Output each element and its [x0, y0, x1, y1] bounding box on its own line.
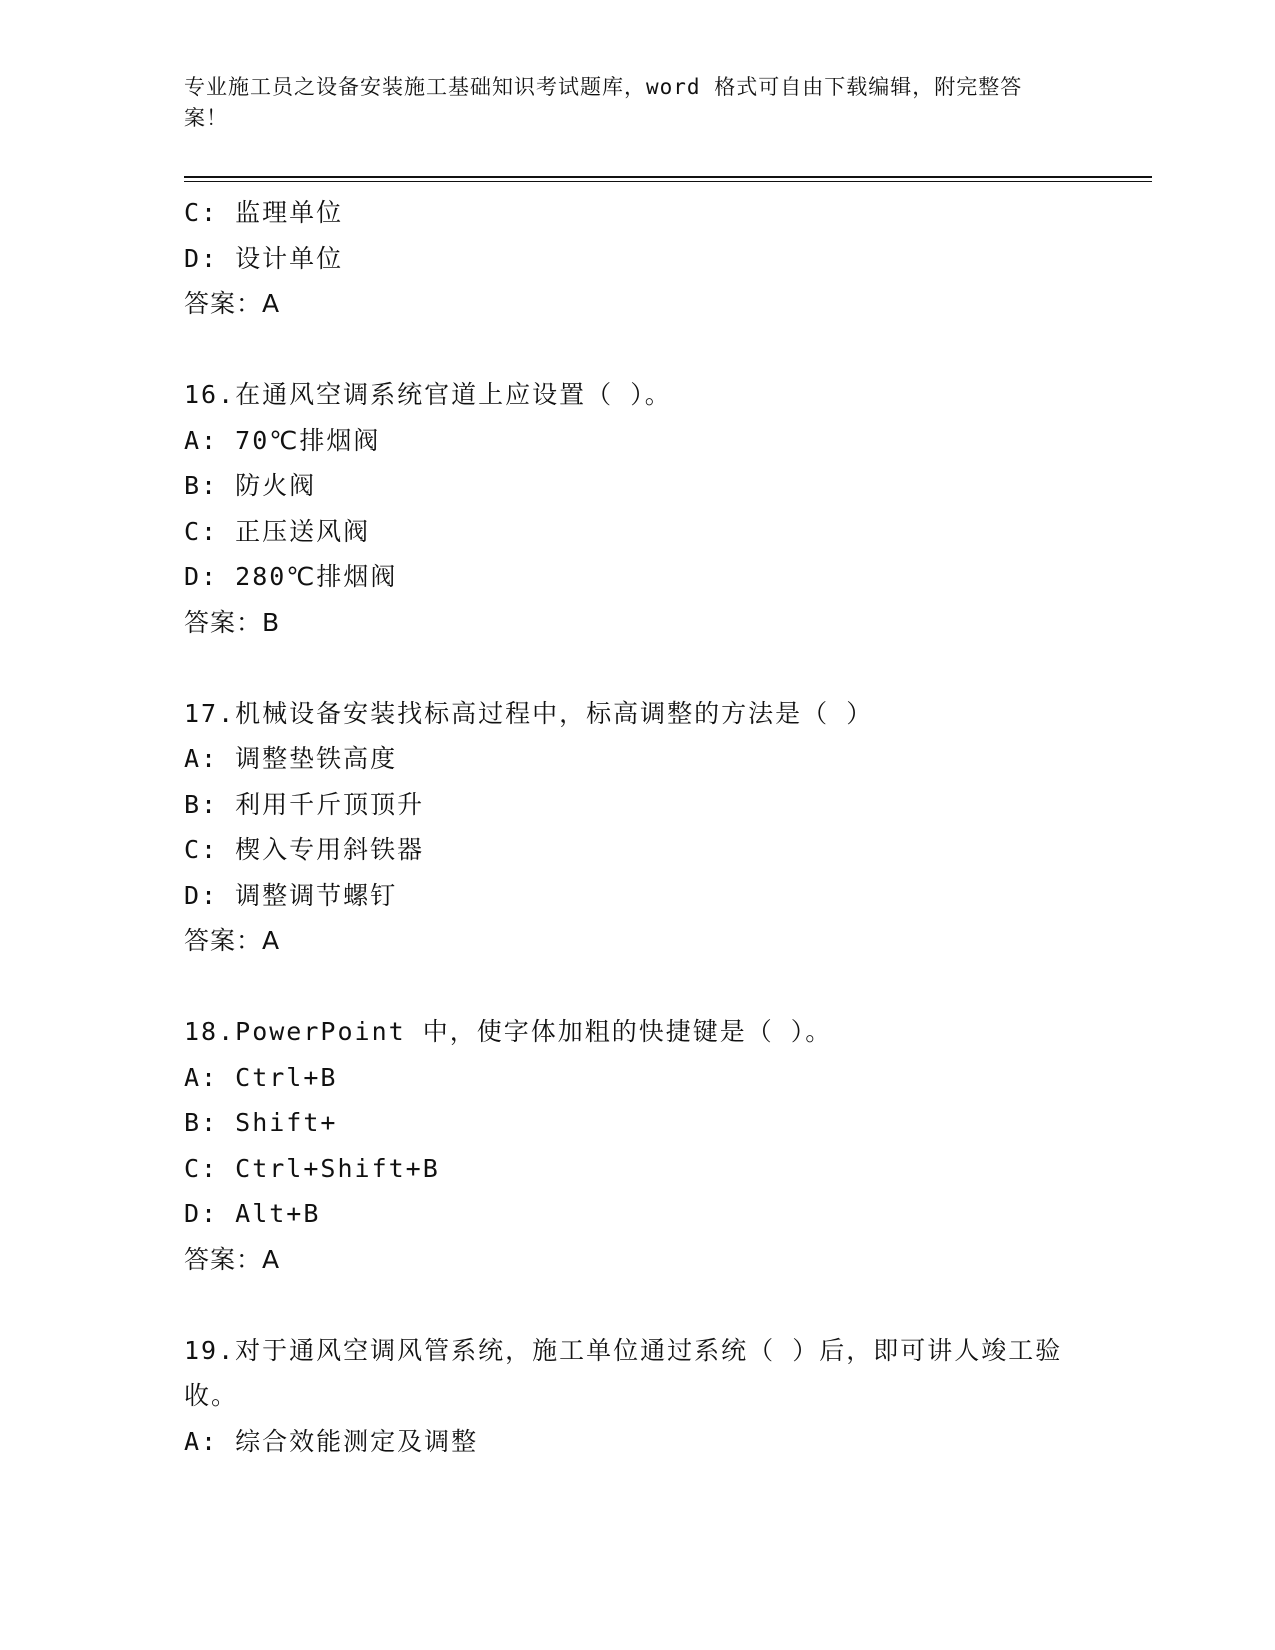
option-line: C: 楔入专用斜铁器 — [184, 835, 425, 864]
option-line: D: 280℃排烟阀 — [184, 562, 398, 591]
option-line: B: 防火阀 — [184, 471, 317, 500]
option-line: D: 调整调节螺钉 — [184, 880, 398, 910]
option-line: C: Ctrl+Shift+B — [184, 1153, 440, 1183]
option-line: C: 正压送风阀 — [184, 516, 371, 546]
option-line: B: Shift+ — [184, 1108, 338, 1137]
option-line: C: 监理单位 — [184, 198, 344, 227]
option-line: D: 设计单位 — [184, 243, 344, 273]
answer-line: 答案：B — [184, 607, 281, 637]
option-line: D: Alt+B — [184, 1199, 321, 1228]
question-list — [184, 190, 1084, 1464]
question-stem: 17.机械设备安装找标高过程中，标高调整的方法是（ ） — [184, 698, 874, 728]
spacer — [184, 1282, 1084, 1328]
page-header: 专业施工员之设备安装施工基础知识考试题库，word 格式可自由下载编辑，附完整答案！ — [184, 75, 1023, 130]
answer-line: 答案：A — [184, 289, 281, 318]
option-line: B: 利用千斤顶顶升 — [184, 789, 425, 819]
spacer — [184, 964, 1084, 1010]
option-line: A: 70℃排烟阀 — [184, 425, 381, 455]
header-divider-top — [184, 176, 1152, 178]
answer-line: 答案：A — [184, 926, 281, 955]
spacer — [184, 327, 1084, 373]
spacer — [184, 645, 1084, 691]
option-line: A: Ctrl+B — [184, 1062, 338, 1092]
header-divider-bottom — [184, 181, 1152, 182]
answer-line: 答案：A — [184, 1244, 281, 1274]
question-stem: 18.PowerPoint 中，使字体加粗的快捷键是（ ）。 — [184, 1017, 833, 1046]
option-line: A: 综合效能测定及调整 — [184, 1426, 479, 1456]
option-line: A: 调整垫铁高度 — [184, 744, 398, 773]
question-stem: 16.在通风空调系统官道上应设置（ ）。 — [184, 380, 672, 409]
question-stem: 19.对于通风空调风管系统，施工单位通过系统（ ）后，即可讲人竣工验收。 — [184, 1335, 1063, 1410]
